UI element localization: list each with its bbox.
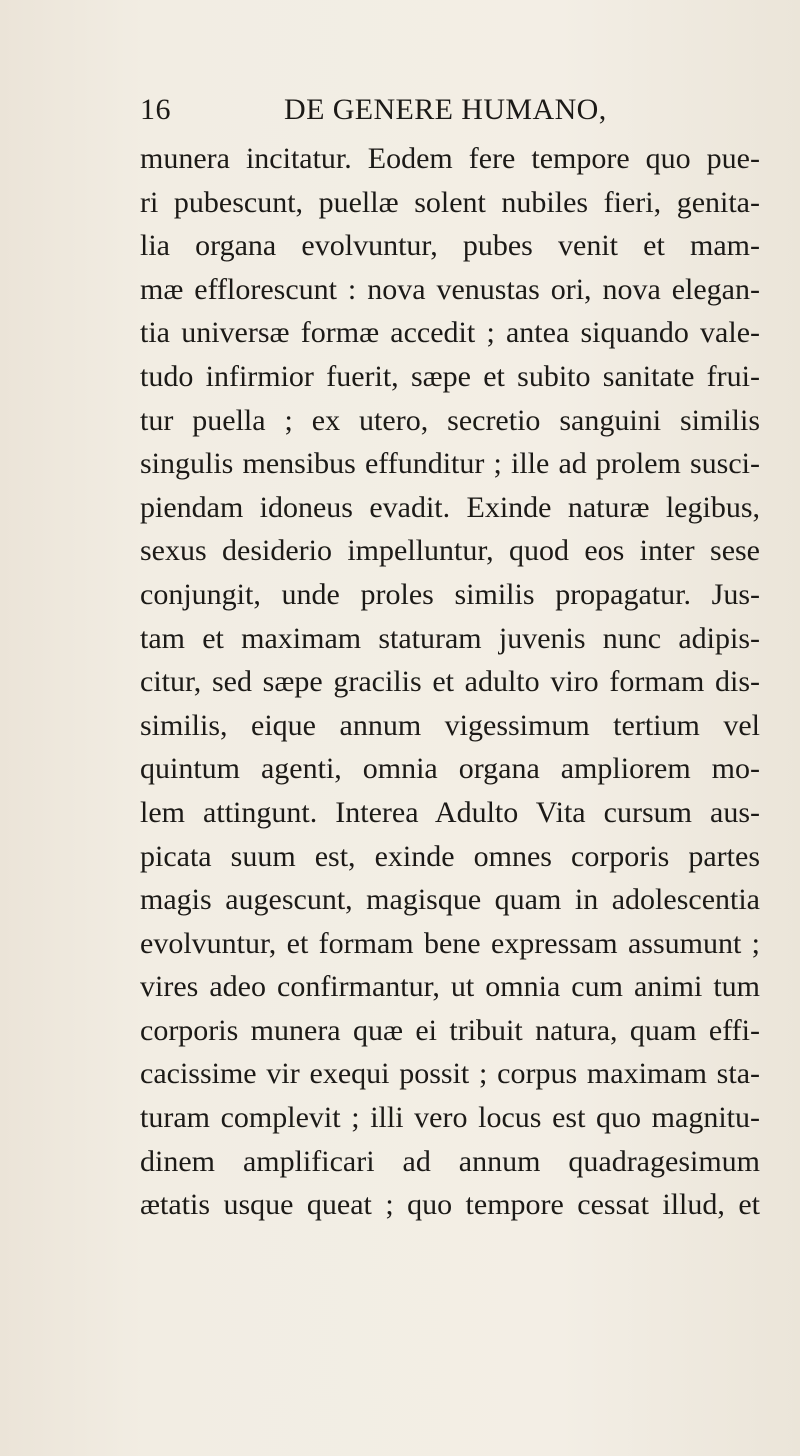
body-text xyxy=(140,137,760,1227)
text-line: tur puella ; ex utero, secretio sanguini similis xyxy=(140,403,760,437)
text-line: cacissime vir exequi possit ; corpus maximam sta- xyxy=(140,1057,760,1091)
text-line: singulis mensibus effunditur ; ille ad prolem susci- xyxy=(140,447,760,481)
text-line: piendam idoneus evadit. Exinde naturæ legibus, xyxy=(140,490,760,524)
page-number: 16 xyxy=(140,93,171,126)
text-line: tam et maximam staturam juvenis nunc adipis- xyxy=(140,621,760,655)
text-line: turam complevit ; illi vero locus est quo magnitu- xyxy=(140,1101,760,1135)
text-line: mæ efflorescunt : nova venustas ori, nova elegan- xyxy=(140,272,760,306)
text-line: ri pubescunt, puellæ solent nubiles fieri, genita- xyxy=(140,185,760,219)
running-head: DE GENERE HUMANO, xyxy=(284,93,607,126)
text-line: munera incitatur. Eodem fere tempore quo pue- xyxy=(140,142,760,175)
text-line: conjungit, unde proles similis propagatur. Jus- xyxy=(140,577,760,611)
text-line: dinem amplificari ad annum quadragesimum xyxy=(140,1144,760,1178)
text-line: tudo infirmior fuerit, sæpe et subito sanitate frui- xyxy=(140,359,760,393)
text-line: magis augescunt, magisque quam in adolescentia xyxy=(140,883,760,917)
text-line: corporis munera quæ ei tribuit natura, quam effi- xyxy=(140,1013,760,1047)
text-line: vires adeo confirmantur, ut omnia cum animi tum xyxy=(140,970,760,1004)
text-line: sexus desiderio impelluntur, quod eos inter sese xyxy=(140,534,760,568)
text-line: lia organa evolvuntur, pubes venit et mam- xyxy=(140,229,760,263)
text-line: similis, eique annum vigessimum tertium vel xyxy=(140,708,760,742)
text-line: tia universæ formæ accedit ; antea siquando vale- xyxy=(140,316,760,350)
text-line: picata suum est, exinde omnes corporis partes xyxy=(140,839,760,873)
text-line: citur, sed sæpe gracilis et adulto viro formam dis- xyxy=(140,665,760,699)
text-line: lem attingunt. Interea Adulto Vita cursum aus- xyxy=(140,795,760,829)
text-line: quintum agenti, omnia organa ampliorem mo- xyxy=(140,752,760,786)
text-line: evolvuntur, et formam bene expressam assumunt ; xyxy=(140,926,760,960)
text-line: ætatis usque queat ; quo tempore cessat illud, et xyxy=(140,1188,760,1222)
page-header xyxy=(140,92,760,128)
